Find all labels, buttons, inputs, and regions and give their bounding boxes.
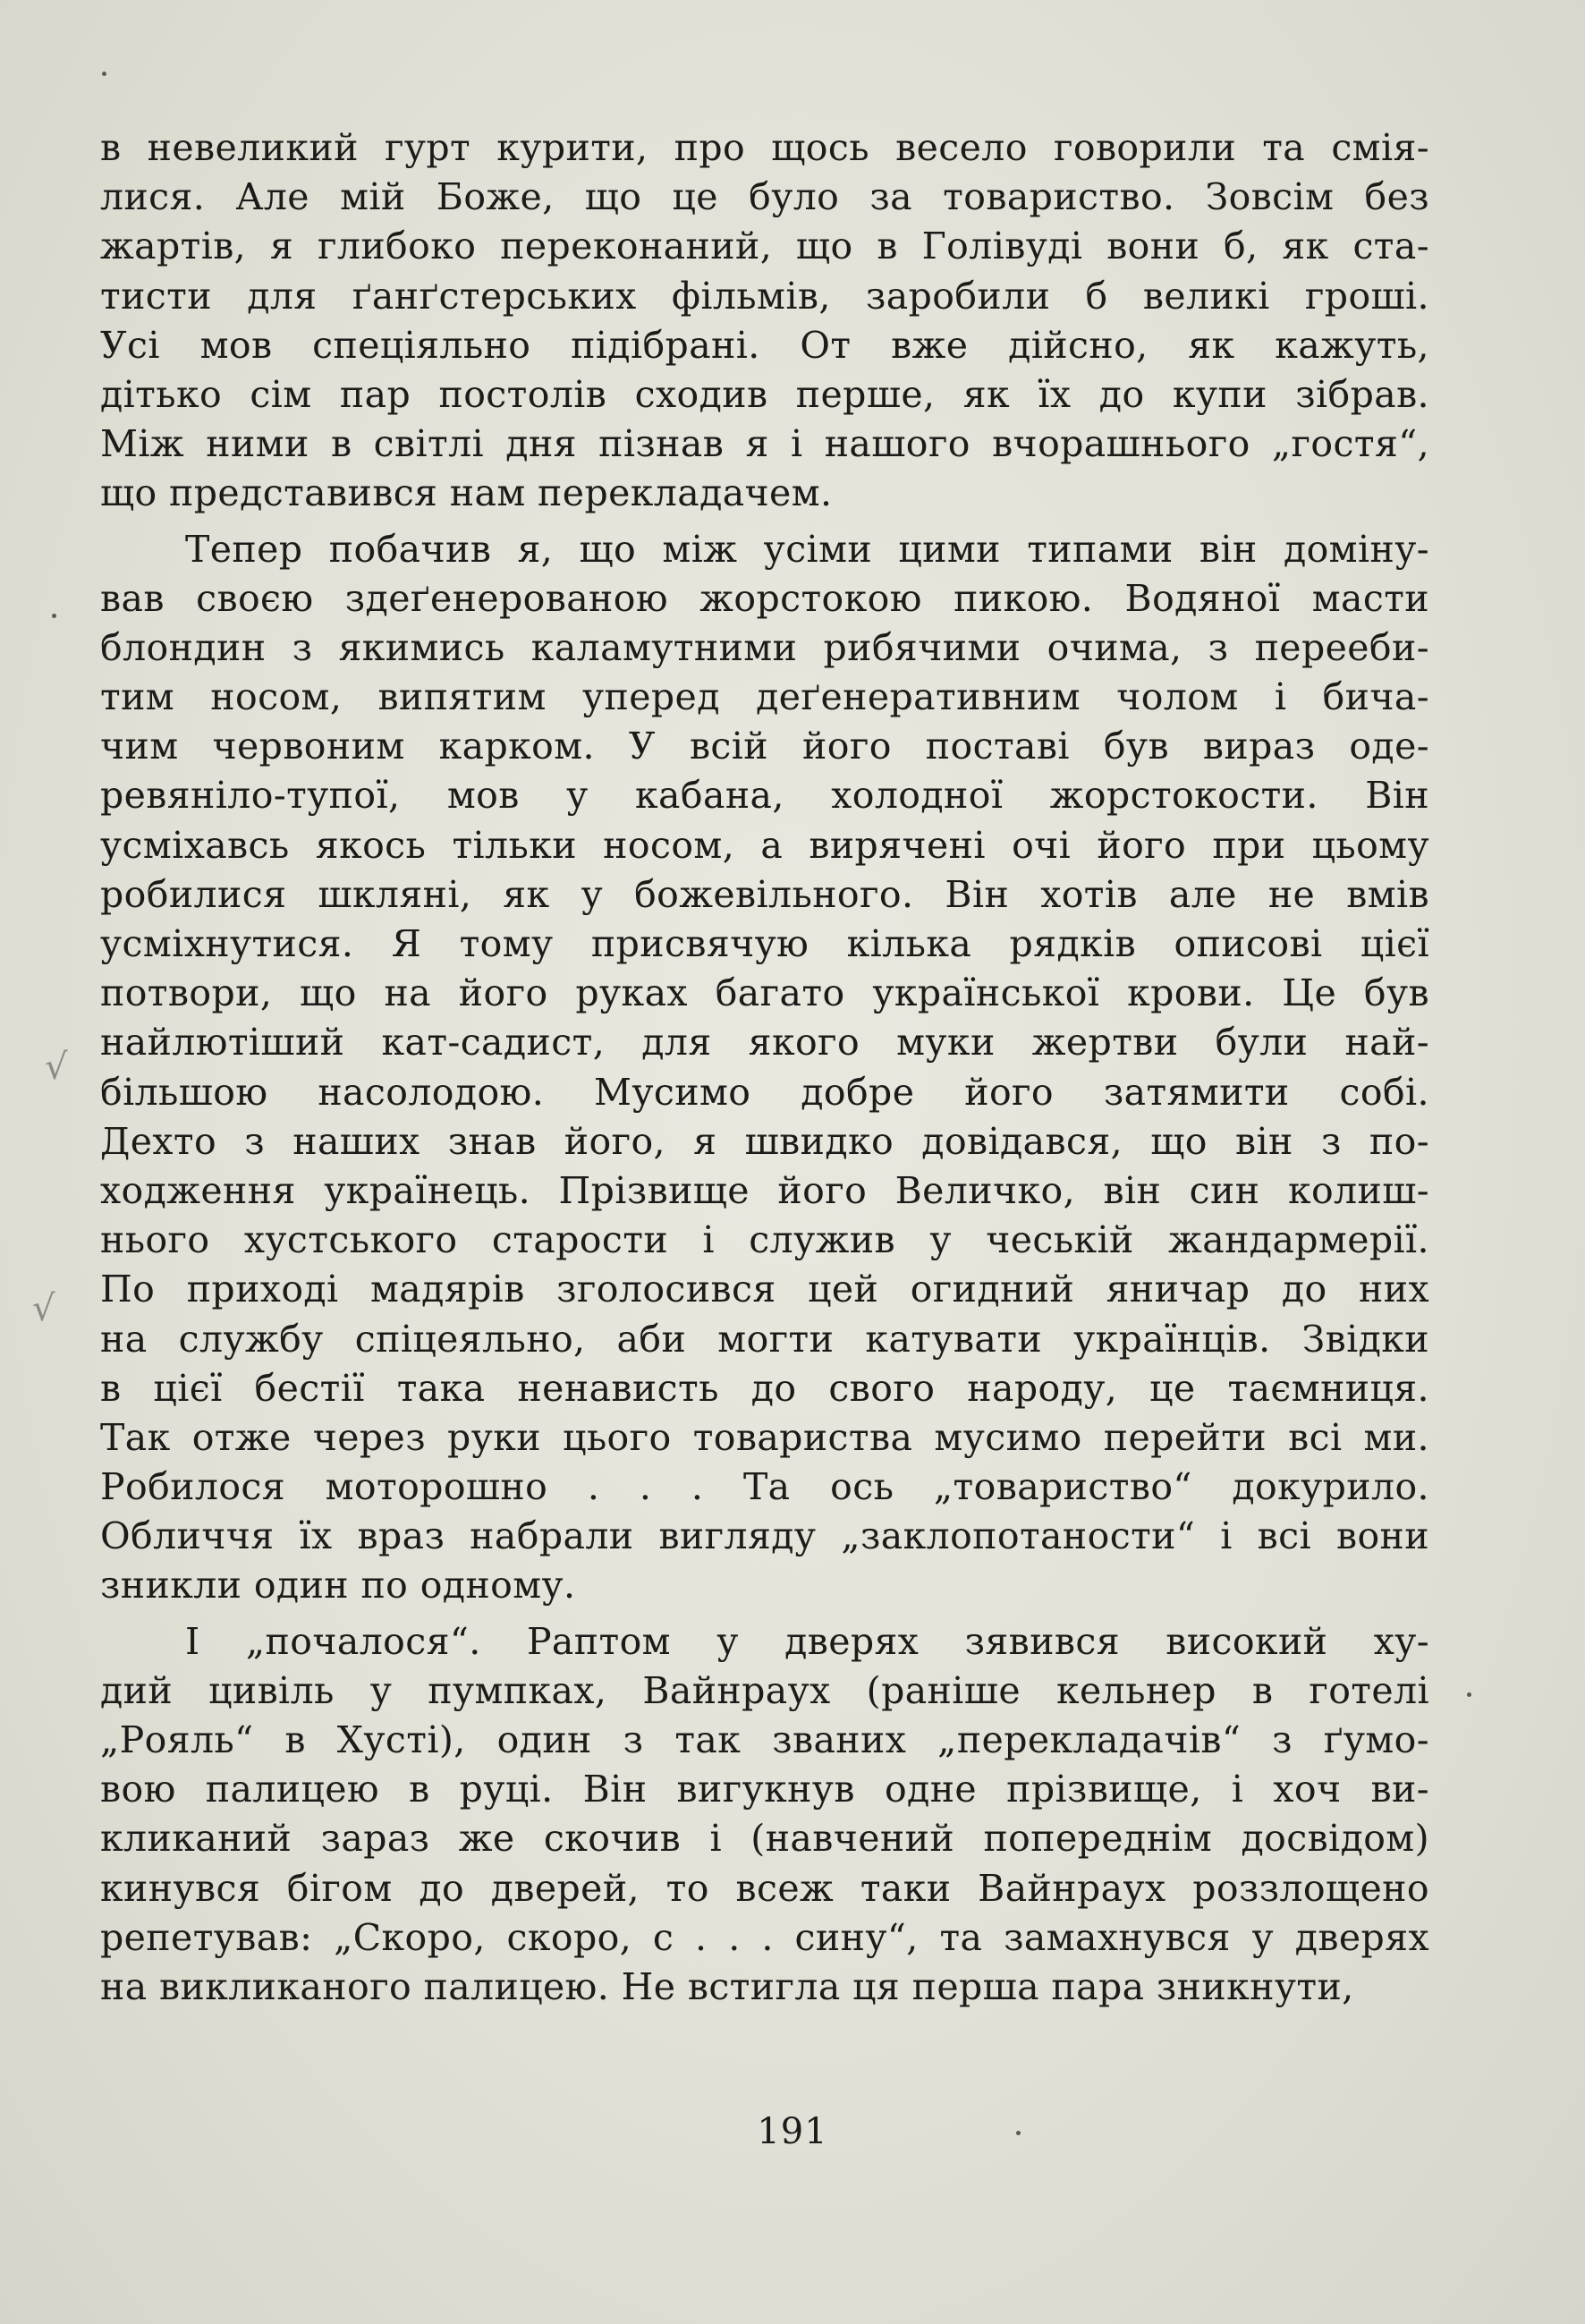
pencil-check-mark: √ <box>32 1288 55 1329</box>
paragraph <box>100 525 1429 1611</box>
text-line: вав своєю здеґенерованою жорстокою пикою. Водяної масти <box>100 576 1429 620</box>
text-line: Тепер побачив я, що між усіми цими типами він доміну- <box>185 527 1429 571</box>
paragraph <box>100 123 1429 519</box>
text-line: нього хустського старости і служив у чеській жандармерії. <box>100 1218 1429 1262</box>
text-line: кинувся бігом до дверей, то всеж таки Вайнраух роззлощено <box>100 1866 1429 1910</box>
text-line: що представився нам перекладачем. <box>100 471 833 515</box>
text-line: усміхавсь якось тільки носом, а вирячені очі його при цьому <box>100 823 1429 867</box>
text-line: По приході мадярів зголосився цей огидний яничар до них <box>100 1268 1429 1311</box>
speck <box>1016 2131 1021 2135</box>
text-line: Усі мов спеціяльно підібрані. От вже дійсно, як кажуть, <box>100 323 1429 367</box>
pencil-check-mark: √ <box>45 1047 68 1088</box>
text-line: Так отже через руки цього товариства мусимо перейти всі ми. <box>100 1415 1429 1459</box>
text-line: зникли один по одному. <box>100 1564 576 1607</box>
text-line: тим носом, випятим уперед деґенеративним чолом і бича- <box>100 675 1429 719</box>
text-line: в невеликий гурт курити, про щось весело говорили та смія- <box>100 126 1429 169</box>
text-line: ревяніло-тупої, мов у кабана, холодної жорстокости. Він <box>100 774 1429 818</box>
text-line: на службу спіцеяльно, аби могти катувати українців. Звідки <box>100 1317 1429 1361</box>
text-line: кликаний зараз же скочив і (навчений попереднім досвідом) <box>100 1817 1429 1861</box>
text-line: блондин з якимись каламутними рибячими очима, з перееби- <box>100 625 1429 669</box>
text-line: потвори, що на його руках багато української крови. Це був <box>100 971 1429 1015</box>
text-line: робилися шкляні, як у божевільного. Він хотів але не вмів <box>100 872 1429 916</box>
text-line: на викликаного палицею. Не встигла ця перша пара зникнути, <box>100 1964 1354 2008</box>
text-line: чим червоним карком. У всій його поставі був вираз оде- <box>100 725 1429 768</box>
text-line: лися. Але мій Боже, що це було за товариство. Зовсім без <box>100 175 1429 219</box>
text-line: жартів, я глибоко переконаний, що в Голівуді вони б, як ста- <box>100 225 1429 268</box>
text-line: „Рояль“ в Хусті), один з так званих „перекладачів“ з ґумо- <box>100 1718 1429 1761</box>
text-line: Обличчя їх враз набрали вигляду „заклопотаности“ і всі вони <box>100 1514 1429 1558</box>
text-line: Робилося моторошно . . . Та ось „товариство“ докурило. <box>100 1465 1429 1509</box>
text-line: репетував: „Скоро, скоро, с . . . сину“, та замахнувся у дверях <box>100 1915 1429 1959</box>
text-line: в цієї бестії така ненависть до свого народу, це таємниця. <box>100 1366 1429 1410</box>
paragraph <box>100 1617 1429 2013</box>
text-line: найлютіший кат-садист, для якого муки жертви були най- <box>100 1021 1429 1064</box>
text-line: ходження українець. Прізвище його Величко, він син колиш- <box>100 1168 1429 1212</box>
page-number: 191 <box>757 2111 828 2152</box>
text-line: дий цивіль у пумпках, Вайнраух (раніше кельнер в готелі <box>100 1668 1429 1712</box>
text-line: тисти для ґанґстерських фільмів, заробили б великі гроші. <box>100 274 1429 318</box>
text-line: більшою насолодою. Мусимо добре його затямити собі. <box>100 1070 1429 1114</box>
text-line: усміхнутися. Я тому присвячую кілька рядків описові цієї <box>100 922 1429 965</box>
speck <box>102 72 106 76</box>
speck <box>52 614 56 618</box>
text-line: І „почалося“. Раптом у дверях зявився високий ху- <box>185 1619 1429 1663</box>
text-line: Дехто з наших знав його, я швидко довідався, що він з по- <box>100 1119 1429 1163</box>
speck <box>1467 1692 1471 1697</box>
text-line: дітько сім пар постолів сходив перше, як їх до купи зібрав. <box>100 372 1429 416</box>
text-line: вою палицею в руці. Він вигукнув одне прізвище, і хоч ви- <box>100 1768 1429 1811</box>
body-text <box>100 123 1429 2018</box>
text-line: Між ними в світлі дня пізнав я і нашого вчорашнього „гостя“, <box>100 422 1429 466</box>
